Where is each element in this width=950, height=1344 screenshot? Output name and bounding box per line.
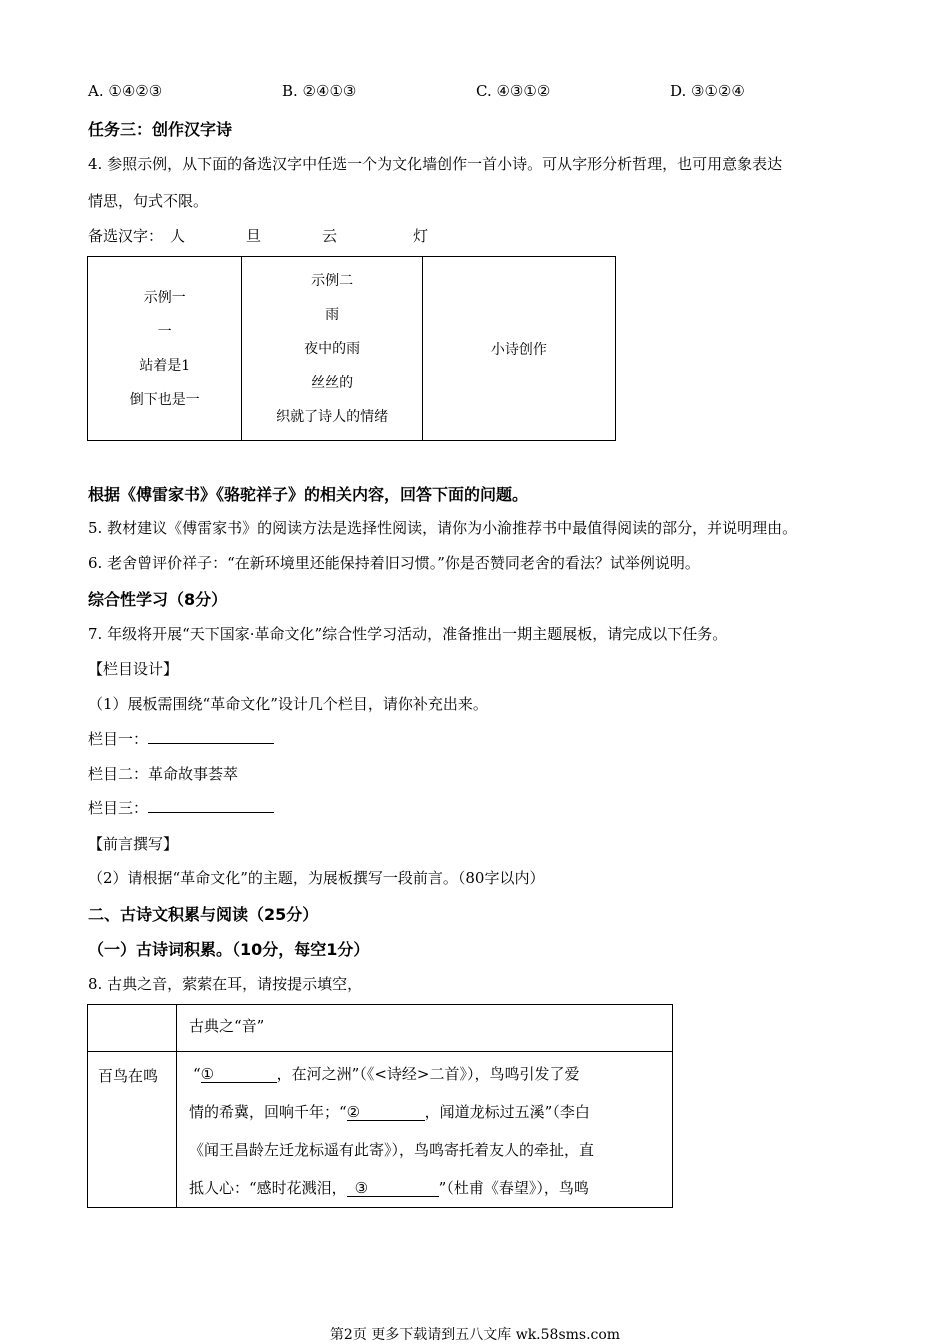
blank-3[interactable] — [347, 1181, 439, 1197]
blank-3-marker: ③ — [354, 1179, 369, 1197]
column-three-blank[interactable] — [148, 797, 274, 813]
column-one — [88, 728, 274, 749]
q6: 6. 老舍曾评价祥子：“在新环境里还能保持着旧习惯。”你是否赞同老舍的看法？试举例说明。 — [88, 554, 700, 572]
row-label-cell — [88, 1052, 177, 1208]
poem-creation-label: 小诗创作 — [490, 341, 547, 358]
q5: 5. 教材建议《傅雷家书》的阅读方法是选择性阅读，请你为小渝推荐书中最值得阅读的部分，并说明理由。 — [88, 519, 798, 537]
part2-heading: 二、古诗文积累与阅读（25分） — [88, 905, 319, 924]
column-two: 栏目二：革命故事荟萃 — [88, 765, 239, 783]
books-heading: 根据《傅雷家书》《骆驼祥子》的相关内容，回答下面的问题。 — [88, 485, 529, 504]
column-one-blank[interactable] — [148, 728, 274, 744]
sub-question-2: （2）请根据“革命文化”的主题，为展板撰写一段前言。（80字以内） — [88, 869, 545, 887]
fill-line: “① ，在河之洲”（《<诗经>二首》），鸟鸣引发了爱 — [193, 1065, 580, 1083]
classical-sounds-table — [87, 1004, 673, 1208]
task3-heading: 任务三：创作汉字诗 — [88, 120, 233, 139]
blank-2-marker: ② — [346, 1103, 361, 1121]
example1-title: 示例一 — [143, 289, 186, 306]
table-header — [177, 1005, 673, 1052]
chars-label: 备选汉字： — [88, 227, 164, 245]
table-header-empty — [88, 1005, 177, 1052]
fill-line: 抵人心：“感时花溅泪， ③ ”（杜甫《春望》），鸟鸣 — [189, 1179, 589, 1197]
example2-cell — [242, 257, 422, 441]
column-three — [88, 797, 274, 818]
q4-line1: 4. 参照示例，从下面的备选汉字中任选一个为文化墙创作一首小诗。可从字形分析哲理，也可用意象表达 — [88, 155, 783, 173]
poem-examples-table — [87, 256, 616, 441]
q8: 8. 古典之音，萦萦在耳，请按提示填空， — [88, 975, 363, 993]
comprehensive-heading: 综合性学习（8分） — [88, 590, 228, 609]
char-option: 旦 — [246, 227, 262, 245]
section-preface: 【前言撰写】 — [88, 835, 179, 853]
fill-line: 情的希冀，回响千年；“② ，闻道龙标过五溪”（李白 — [189, 1103, 590, 1121]
column-three-label: 栏目三： — [88, 799, 149, 817]
option-b: B. ②④①③ — [282, 82, 357, 100]
section-column-design: 【栏目设计】 — [88, 660, 179, 678]
example1-char: 一 — [157, 323, 172, 340]
example1-cell — [88, 257, 242, 441]
char-option: 云 — [322, 227, 338, 245]
q7: 7. 年级将开展“天下国家·革命文化”综合性学习活动，准备推出一期主题展板，请完成以下任务。 — [88, 625, 728, 643]
example2-line: 织就了诗人的情绪 — [276, 408, 389, 425]
fill-line: 《闻王昌龄左迁龙标遥有此寄》），鸟鸣寄托着友人的牵扯，直 — [189, 1141, 595, 1159]
example2-line: 丝丝的 — [311, 374, 354, 391]
example1-line: 倒下也是一 — [129, 391, 200, 408]
char-option: 人 — [170, 227, 186, 245]
char-option: 灯 — [413, 227, 429, 245]
row-label: 百鸟在鸣 — [98, 1067, 159, 1085]
page-footer: 第2页 更多下载请到五八文库 wk.58sms.com — [329, 1327, 621, 1343]
option-d: D. ③①②④ — [670, 82, 745, 100]
blank-2[interactable] — [347, 1105, 425, 1121]
table-header-label: 古典之“音” — [189, 1017, 265, 1035]
q4-line2: 情思，句式不限。 — [88, 192, 209, 210]
fill-blank-cell — [177, 1052, 673, 1208]
sub-question-1: （1）展板需围绕“革命文化”设计几个栏目，请你补充出来。 — [88, 695, 488, 713]
example1-line: 站着是1 — [139, 357, 191, 374]
option-a: A. ①④②③ — [88, 82, 163, 100]
option-c: C. ④③①② — [476, 82, 551, 100]
poem-creation-cell[interactable] — [422, 257, 615, 441]
blank-1-marker: ① — [200, 1065, 215, 1083]
column-one-label: 栏目一： — [88, 730, 149, 748]
example2-line: 夜中的雨 — [304, 340, 361, 357]
blank-1[interactable] — [201, 1067, 277, 1083]
example2-char: 雨 — [325, 306, 340, 323]
example2-title: 示例二 — [311, 272, 354, 289]
part2-sub-heading: （一）古诗词积累。（10分，每空1分） — [88, 940, 370, 959]
